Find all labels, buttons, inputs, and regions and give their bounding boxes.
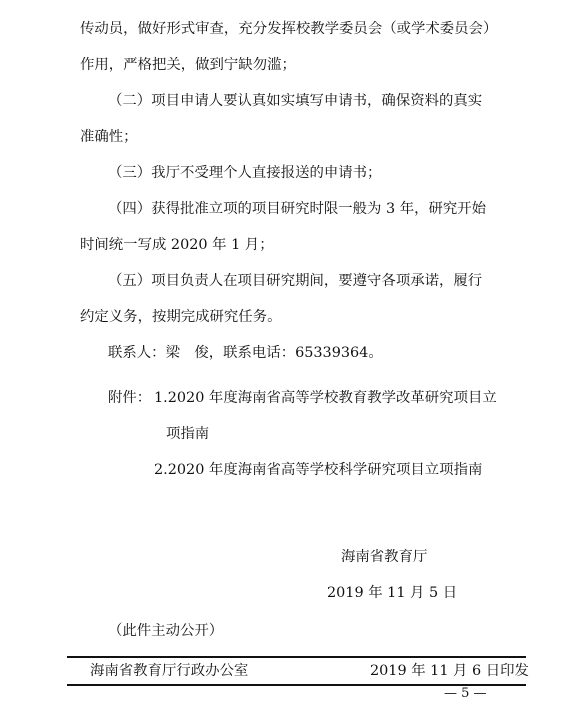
- body-line-9: 约定义务，按期完成研究任务。: [80, 309, 282, 325]
- signature-org: 海南省教育厅: [341, 549, 428, 565]
- body-line-3: （二）项目申请人要认真如实填写申请书，确保资料的真实: [108, 93, 483, 109]
- footer-print-date: 2019 年 11 月 6 日印发: [370, 663, 529, 679]
- signature-date: 2019 年 11 月 5 日: [327, 585, 458, 601]
- body-line-2: 作用，严格把关，做到宁缺勿滥；: [80, 57, 296, 73]
- attachments-label: 附件：: [108, 390, 152, 406]
- disclosure-note: （此件主动公开）: [108, 623, 224, 639]
- body-line-7: 时间统一写成 2020 年 1 月；: [80, 237, 274, 253]
- body-line-4: 准确性；: [80, 129, 138, 145]
- attachment-2: 2.2020 年度海南省高等学校科学研究项目立项指南: [154, 462, 483, 478]
- page-number: — 5 —: [444, 686, 487, 701]
- footer-office: 海南省教育厅行政办公室: [90, 663, 249, 679]
- attachment-1-line-2: 项指南: [166, 426, 210, 442]
- body-line-1: 传动员，做好形式审查，充分发挥校教学委员会（或学术委员会）: [80, 21, 498, 37]
- body-line-5: （三）我厅不受理个人直接报送的申请书；: [108, 165, 382, 181]
- body-line-6: （四）获得批准立项的项目研究时限一般为 3 年，研究开始: [108, 201, 487, 217]
- body-line-8: （五）项目负责人在项目研究期间，要遵守各项承诺，履行: [108, 273, 483, 289]
- contact-line: 联系人：梁 俊，联系电话：65339364。: [108, 345, 383, 361]
- attachment-1-line-1: 1.2020 年度海南省高等学校教育教学改革研究项目立: [154, 390, 497, 406]
- footer-top-rule: [67, 656, 526, 658]
